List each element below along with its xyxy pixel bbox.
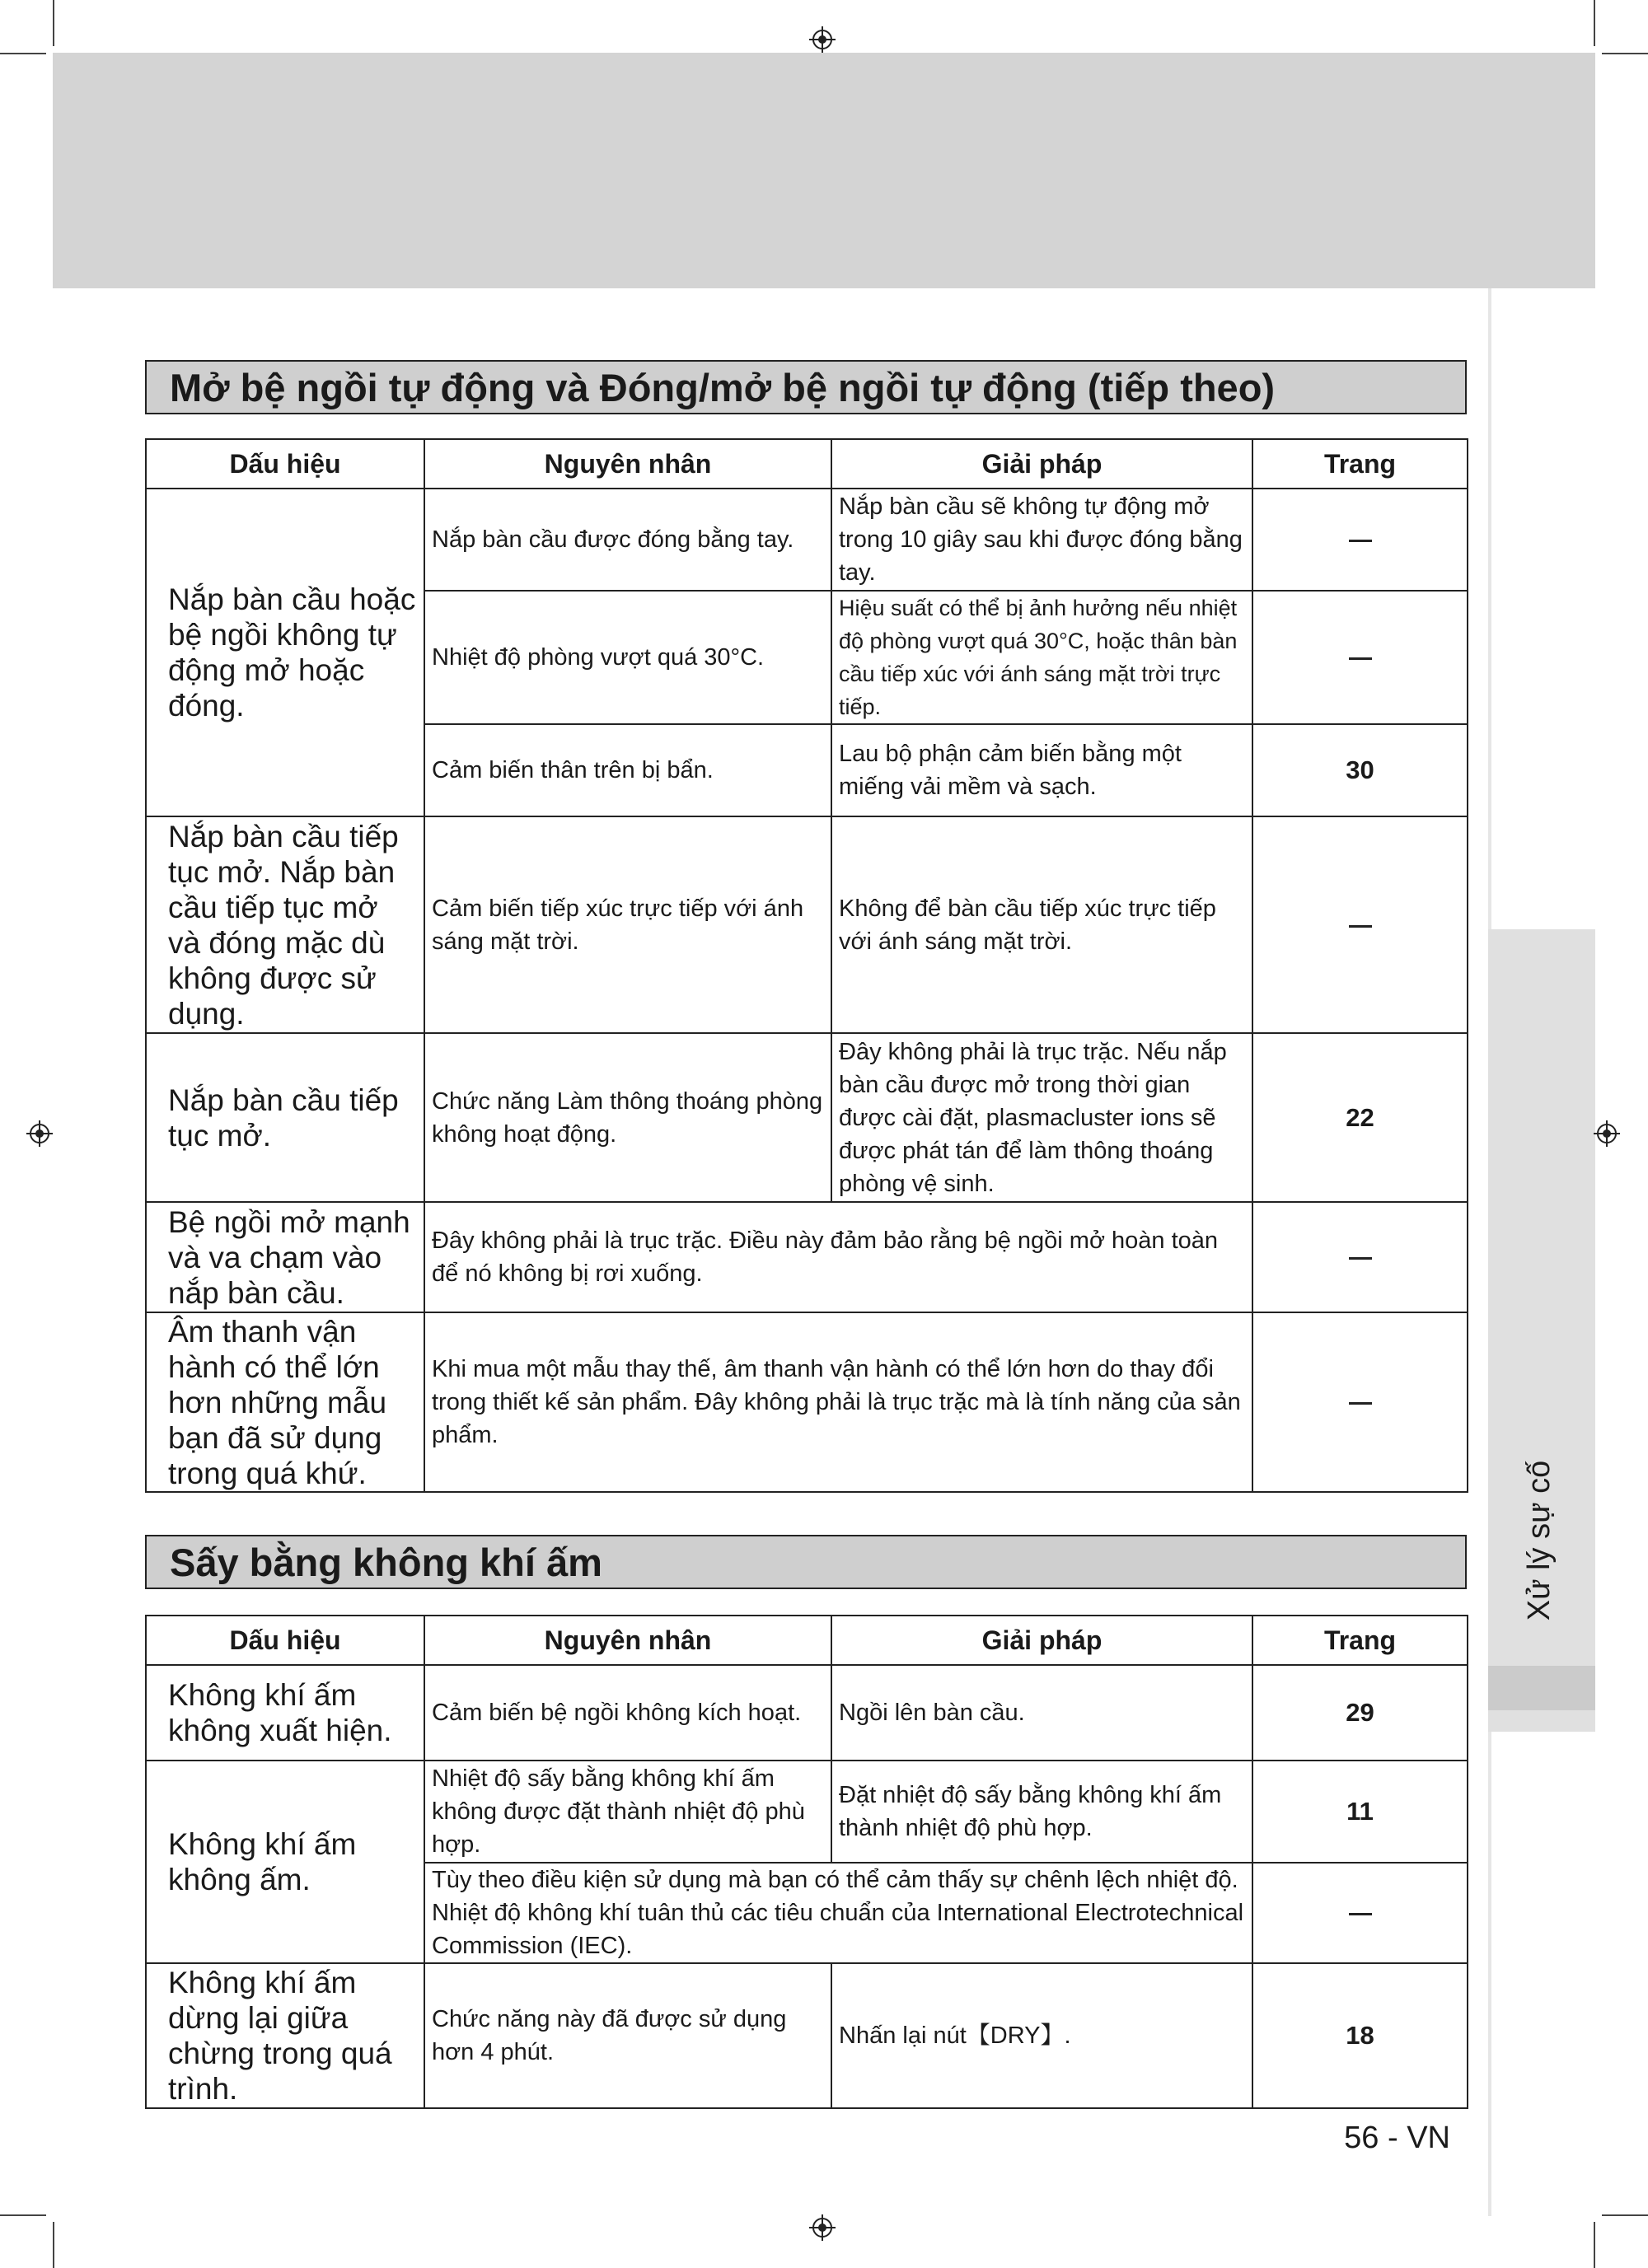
symptom-cell: Không khí ấm không ấm. [146, 1761, 424, 1963]
registration-mark-icon [809, 2214, 836, 2241]
symptom-cell: Nắp bàn cầu tiếp tục mở. [146, 1033, 424, 1202]
registration-mark-icon [26, 1120, 53, 1147]
page-cell [1252, 816, 1468, 1033]
header-solution: Giải pháp [831, 439, 1252, 489]
cause-cell: Nhiệt độ sấy bằng không khí ấm không được đặt thành nhiệt độ phù hợp. [424, 1761, 831, 1863]
header-cause: Nguyên nhân [424, 439, 831, 489]
page-dash [1349, 1402, 1372, 1405]
table-row [146, 1033, 1468, 1202]
header-cause: Nguyên nhân [424, 1616, 831, 1665]
section-title-auto-open: Mở bệ ngồi tự động và Đóng/mở bệ ngồi tự động (tiếp theo) [145, 360, 1467, 414]
symptom-cell: Không khí ấm dừng lại giữa chừng trong quá trình. [146, 1963, 424, 2108]
page-cell: 29 [1252, 1665, 1468, 1761]
cause-cell: Chức năng này đã được sử dụng hơn 4 phút. [424, 1963, 831, 2108]
section-title-warm-air-drying: Sấy bằng không khí ấm [145, 1535, 1467, 1589]
cause-cell: Cảm biến tiếp xúc trực tiếp với ánh sáng mặt trời. [424, 816, 831, 1033]
cause-cell: Cảm biến thân trên bị bẩn. [424, 724, 831, 816]
page-cell [1252, 1863, 1468, 1963]
header-page: Trang [1252, 439, 1468, 489]
solution-cell: Hiệu suất có thể bị ảnh hưởng nếu nhiệt độ phòng vượt quá 30°C, hoặc thân bàn cầu tiếp xúc với ánh sáng mặt trời trực tiếp. [831, 591, 1252, 724]
combined-cell: Khi mua một mẫu thay thế, âm thanh vận hành có thể lớn hơn do thay đổi trong thiết kế sản phẩm. Đây không phải là trục trặc mà là tính năng của sản phẩm. [424, 1312, 1252, 1492]
table-row [146, 816, 1468, 1033]
page-cell [1252, 1202, 1468, 1312]
solution-cell: Đây không phải là trục trặc. Nếu nắp bàn cầu được mở trong thời gian được cài đặt, plasmacluster ions sẽ được phát tán để làm thông thoáng phòng vệ sinh. [831, 1033, 1252, 1202]
header-page: Trang [1252, 1616, 1468, 1665]
page-cell: 18 [1252, 1963, 1468, 2108]
symptom-cell: Nắp bàn cầu tiếp tục mở. Nắp bàn cầu tiếp tục mở và đóng mặc dù không được sử dụng. [146, 816, 424, 1033]
page-cell: 30 [1252, 724, 1468, 816]
symptom-cell: Âm thanh vận hành có thể lớn hơn những mẫu bạn đã sử dụng trong quá khứ. [146, 1312, 424, 1492]
solution-cell: Đặt nhiệt độ sấy bằng không khí ấm thành nhiệt độ phù hợp. [831, 1761, 1252, 1863]
page-dash [1349, 540, 1372, 542]
registration-mark-icon [1594, 1120, 1620, 1147]
side-tab-marker [1488, 1666, 1595, 1710]
header-band [53, 53, 1595, 288]
troubleshooting-table-warm-air [145, 1615, 1468, 2109]
crop-mark [0, 53, 46, 54]
crop-mark [1602, 2214, 1648, 2216]
side-tab-label: Xử lý sự cố [1522, 1460, 1557, 1621]
table-row [146, 1202, 1468, 1312]
table-row [146, 1963, 1468, 2108]
page-dash [1349, 1257, 1372, 1260]
table-row [146, 1312, 1468, 1492]
symptom-cell: Không khí ấm không xuất hiện. [146, 1665, 424, 1761]
crop-mark [0, 2214, 46, 2216]
cause-cell: Chức năng Làm thông thoáng phòng không hoạt động. [424, 1033, 831, 1202]
page-dash [1349, 657, 1372, 660]
cause-cell: Nhiệt độ phòng vượt quá 30°C. [424, 591, 831, 724]
symptom-cell: Nắp bàn cầu hoặc bệ ngồi không tự động mở hoặc đóng. [146, 489, 424, 816]
table-header-row [146, 1616, 1468, 1665]
page-cell [1252, 489, 1468, 591]
cause-cell: Cảm biến bệ ngồi không kích hoạt. [424, 1665, 831, 1761]
troubleshooting-table-auto-open [145, 438, 1468, 1493]
header-solution: Giải pháp [831, 1616, 1252, 1665]
table-row [146, 1761, 1468, 1863]
page-number: 56 - VN [1344, 2121, 1450, 2155]
page-cell: 22 [1252, 1033, 1468, 1202]
crop-mark [53, 0, 54, 46]
page-dash [1349, 925, 1372, 928]
crop-mark [53, 2222, 54, 2268]
symptom-cell: Bệ ngồi mở mạnh và va chạm vào nắp bàn cầu. [146, 1202, 424, 1312]
page-cell [1252, 591, 1468, 724]
combined-cell: Đây không phải là trục trặc. Điều này đảm bảo rằng bệ ngồi mở hoàn toàn để nó không bị rơi xuống. [424, 1202, 1252, 1312]
table-header-row [146, 439, 1468, 489]
crop-mark [1602, 53, 1648, 54]
page-dash [1349, 1913, 1372, 1915]
page-cell: 11 [1252, 1761, 1468, 1863]
table-row [146, 1665, 1468, 1761]
header-symptom: Dấu hiệu [146, 439, 424, 489]
table-row [146, 489, 1468, 591]
crop-mark [1594, 0, 1595, 46]
solution-cell: Nhấn lại nút【DRY】. [831, 1963, 1252, 2108]
solution-cell: Không để bàn cầu tiếp xúc trực tiếp với ánh sáng mặt trời. [831, 816, 1252, 1033]
header-symptom: Dấu hiệu [146, 1616, 424, 1665]
page-cell [1252, 1312, 1468, 1492]
combined-cell: Tùy theo điều kiện sử dụng mà bạn có thể cảm thấy sự chênh lệch nhiệt độ. Nhiệt độ không khí tuân thủ các tiêu chuẩn của International Electrotechnical Commission (IEC). [424, 1863, 1252, 1963]
solution-cell: Lau bộ phận cảm biến bằng một miếng vải mềm và sạch. [831, 724, 1252, 816]
crop-mark [1594, 2222, 1595, 2268]
registration-mark-icon [809, 26, 836, 53]
solution-cell: Nắp bàn cầu sẽ không tự động mở trong 10 giây sau khi được đóng bằng tay. [831, 489, 1252, 591]
cause-cell: Nắp bàn cầu được đóng bằng tay. [424, 489, 831, 591]
solution-cell: Ngồi lên bàn cầu. [831, 1665, 1252, 1761]
